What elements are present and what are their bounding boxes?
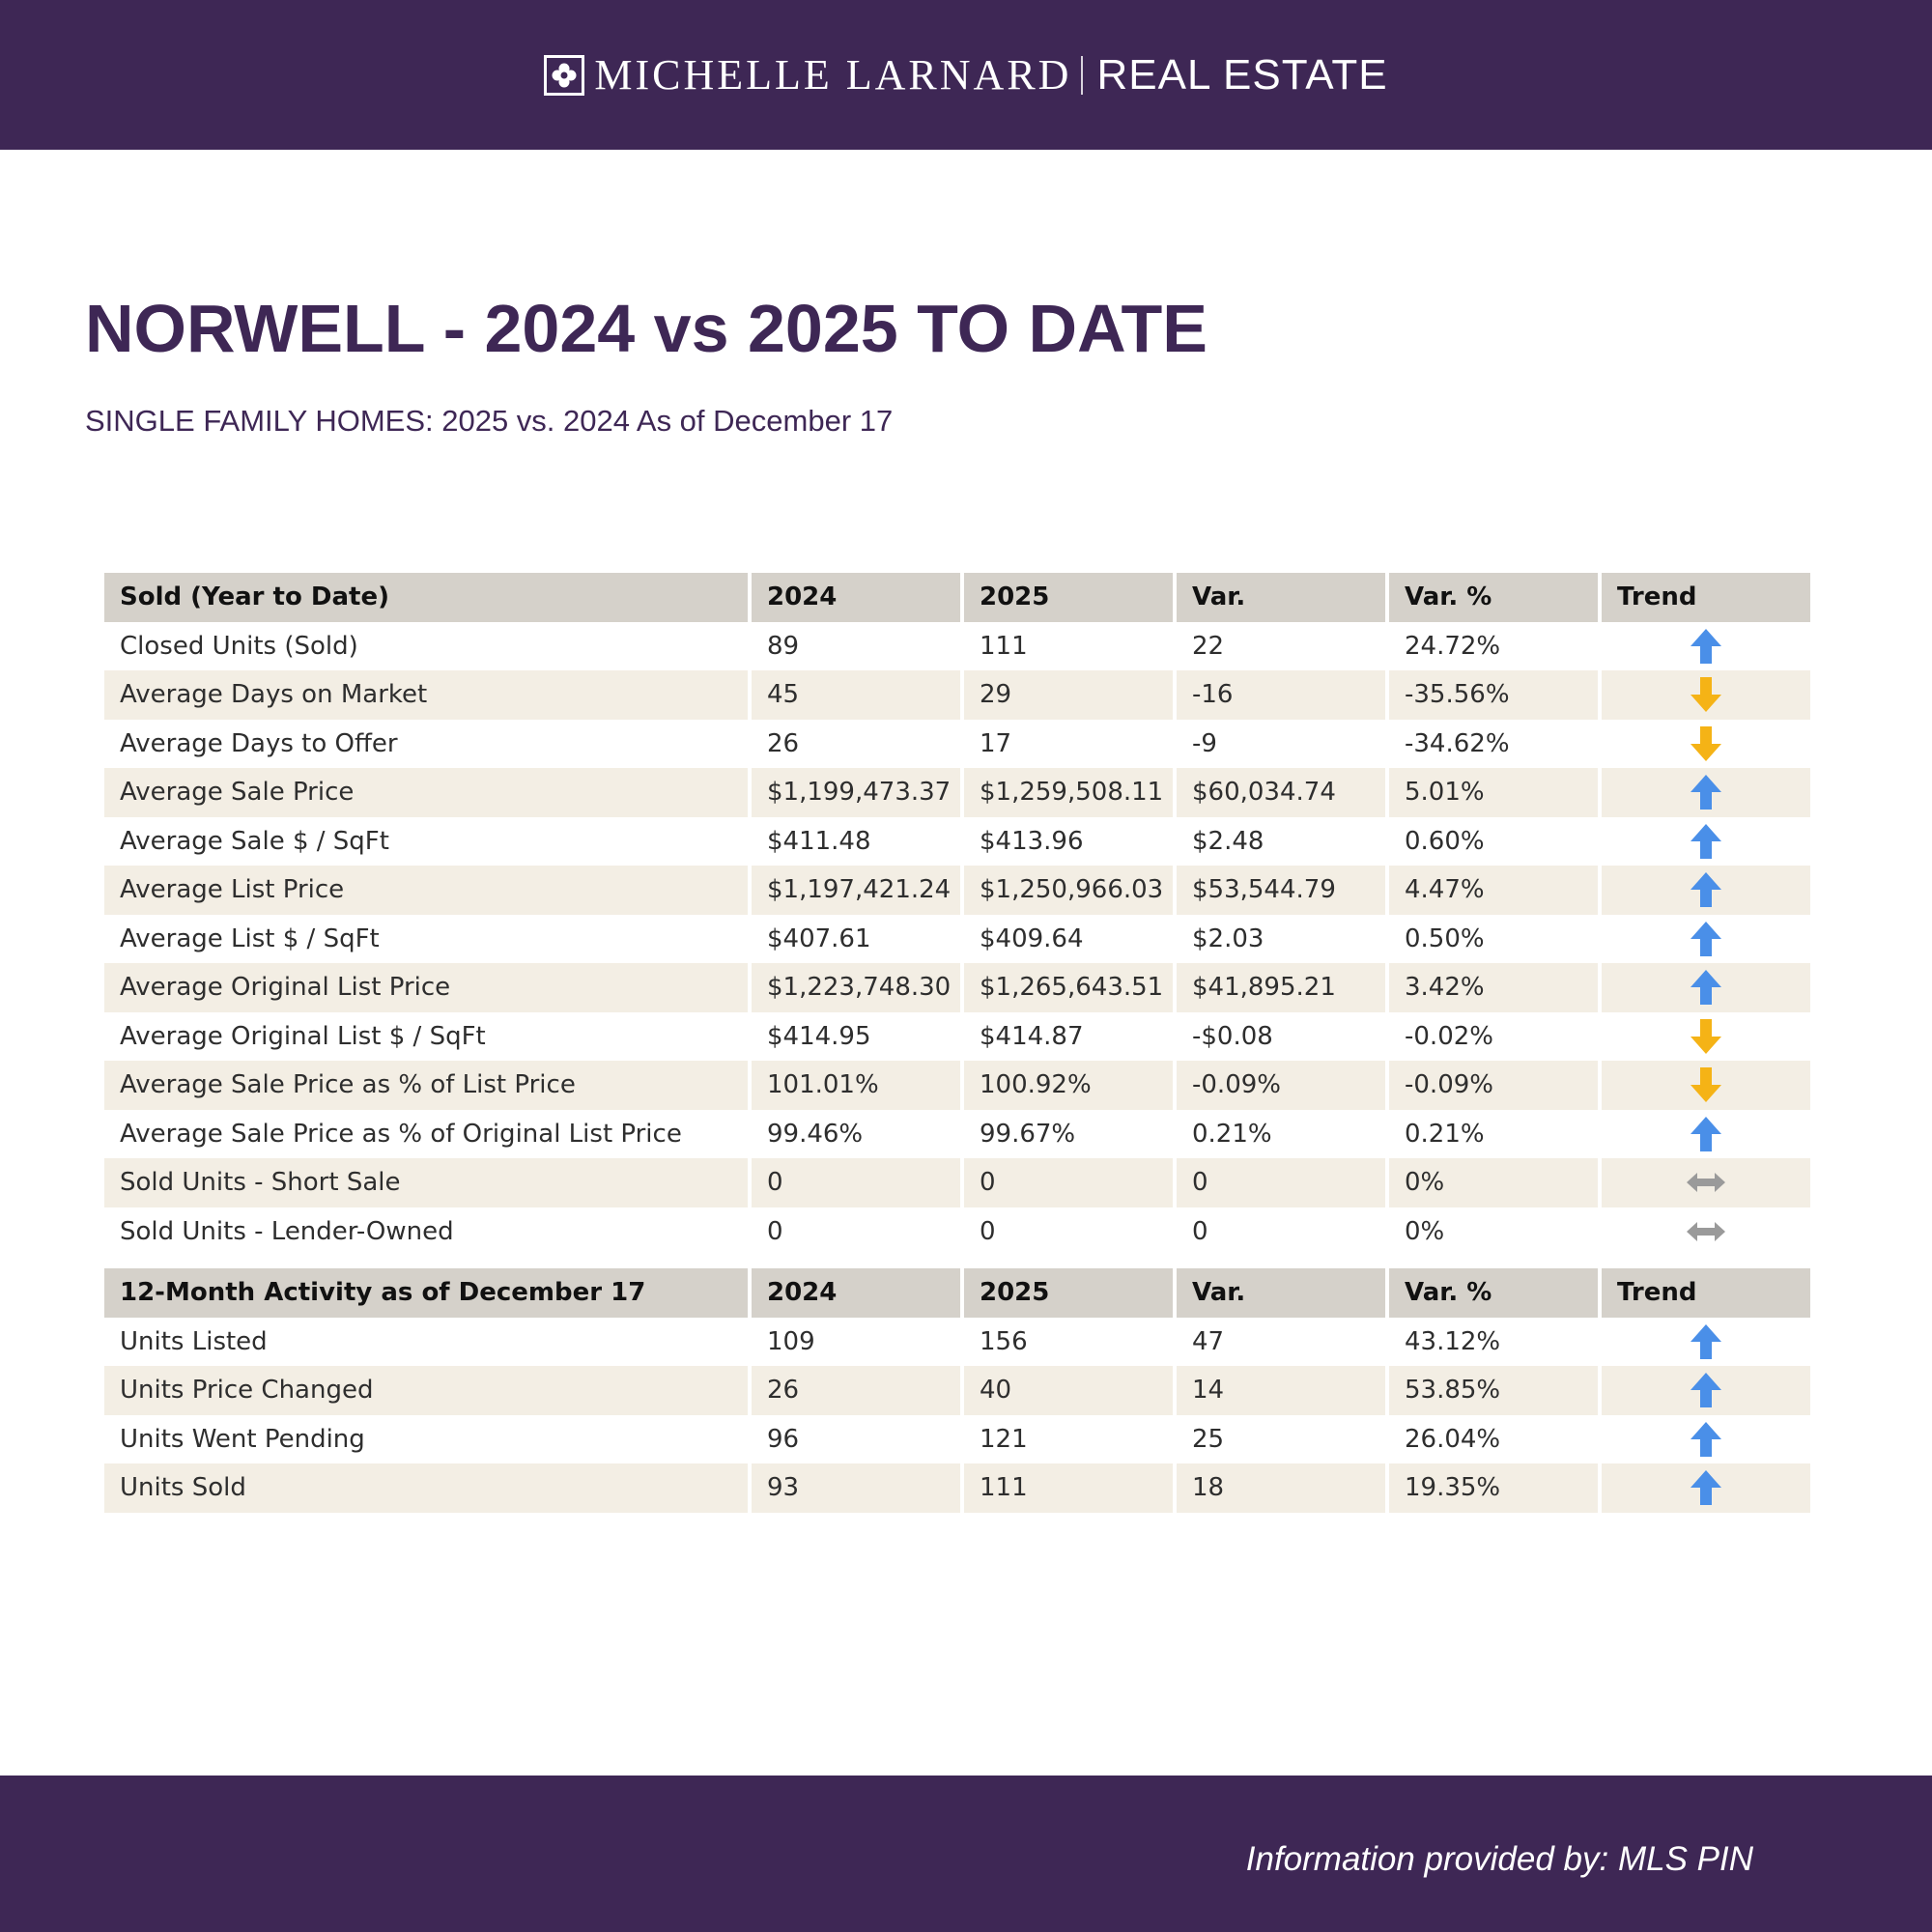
table-row [104,963,1810,1012]
cell-variance-pct: -35.56% [1389,670,1598,720]
cell-metric: Average Sale Price [104,768,748,817]
cell-metric: Sold Units - Lender-Owned [120,1216,454,1246]
header-variance-pct: Var. % [1389,573,1598,622]
cell-trend [1602,1366,1810,1415]
cell-2025: $413.96 [980,826,1084,856]
cell-2024: $414.95 [767,1021,871,1051]
arrow-down-icon [1690,675,1722,714]
cell-metric: Units Sold [104,1463,748,1513]
cell-metric: Average Sale Price as % of List Price [104,1061,748,1110]
cell-metric: Average List Price [104,866,748,915]
arrow-up-icon [1690,627,1722,666]
cell-variance: -16 [1177,670,1385,720]
cell-2024: 0 [752,1158,960,1208]
cell-metric: Average Days to Offer [120,728,398,758]
brand-name: MICHELLE LARNARD [594,50,1072,99]
cell-variance: 0 [1192,1216,1208,1246]
header-trend: Trend [1602,1268,1810,1318]
arrow-up-icon [1690,968,1722,1007]
cell-2025: 17 [980,728,1012,758]
cell-variance-pct: 19.35% [1389,1463,1598,1513]
cell-2024: 93 [752,1463,960,1513]
brand-logo [544,50,1388,99]
cell-trend [1602,817,1810,867]
cell-2024: 96 [767,1424,800,1454]
cell-metric: Units Listed [120,1326,268,1356]
cell-variance: -9 [1192,728,1217,758]
cell-2025: $409.64 [980,923,1084,953]
cell-trend [1602,1061,1810,1110]
table-header-row [104,573,1810,622]
cell-trend [1602,1208,1810,1257]
arrow-up-icon [1690,1420,1722,1459]
cell-2025: 29 [964,670,1173,720]
cell-variance-pct: 24.72% [1405,631,1501,661]
arrow-up-icon [1690,1468,1722,1507]
cell-2025: 111 [980,631,1028,661]
arrow-up-icon [1690,1371,1722,1409]
header-variance: Var. [1177,1268,1385,1318]
cell-metric: Average Original List Price [104,963,748,1012]
cell-2025: 100.92% [964,1061,1173,1110]
cell-2025: $1,265,643.51 [964,963,1173,1012]
table-row [104,670,1810,720]
arrow-up-icon [1690,822,1722,861]
cell-2024: 109 [767,1326,815,1356]
cell-2025: 121 [980,1424,1028,1454]
cell-metric: Average Original List $ / SqFt [120,1021,486,1051]
cell-trend [1602,915,1810,964]
cell-variance: $53,544.79 [1177,866,1385,915]
table-row [104,1061,1810,1110]
table-row [104,622,1810,671]
arrow-up-icon [1690,920,1722,958]
table-row [104,1158,1810,1208]
header-metric: Sold (Year to Date) [104,573,748,622]
cell-2025: $1,250,966.03 [964,866,1173,915]
cell-variance: -0.09% [1177,1061,1385,1110]
table-row [104,1463,1810,1513]
arrow-down-icon [1690,1017,1722,1056]
arrow-up-icon [1690,773,1722,811]
cell-variance-pct: 0% [1405,1216,1445,1246]
arrow-down-icon [1690,1065,1722,1104]
cell-metric: Average Sale $ / SqFt [120,826,389,856]
arrow-up-icon [1690,870,1722,909]
cell-variance: 47 [1192,1326,1225,1356]
cell-trend [1602,1463,1810,1513]
cell-2025: 111 [964,1463,1173,1513]
cell-trend [1602,622,1810,671]
header-2024: 2024 [752,573,960,622]
cell-trend [1602,720,1810,769]
cell-variance-pct: 26.04% [1405,1424,1501,1454]
header-metric: 12-Month Activity as of December 17 [104,1268,748,1318]
cell-trend [1602,768,1810,817]
cell-variance-pct: 3.42% [1389,963,1598,1012]
cell-2024: $1,223,748.30 [752,963,960,1012]
cell-variance: -$0.08 [1192,1021,1273,1051]
cell-metric: Average List $ / SqFt [120,923,380,953]
footer-credit: Information provided by: MLS PIN [1245,1840,1753,1878]
header-2025: 2025 [964,573,1173,622]
cell-variance-pct: 0.21% [1405,1119,1485,1149]
cell-2024: 101.01% [752,1061,960,1110]
arrow-up-icon [1690,1322,1722,1361]
cell-variance-pct: 0.60% [1405,826,1485,856]
arrow-left-right-icon [1685,1218,1727,1245]
cell-variance-pct: 0% [1389,1158,1598,1208]
brand-sub: REAL ESTATE [1096,50,1388,99]
cell-variance-pct: 43.12% [1405,1326,1501,1356]
arrow-up-icon [1690,1115,1722,1153]
cell-variance: $2.03 [1192,923,1264,953]
table-row [104,1366,1810,1415]
cell-variance-pct: 5.01% [1389,768,1598,817]
table-row [104,915,1810,964]
header-2025: 2025 [964,1268,1173,1318]
table-row [104,1318,1810,1367]
table-header-row [104,1268,1810,1318]
flower-logo-icon [544,55,584,96]
cell-trend [1602,1012,1810,1062]
cell-metric: Average Days on Market [104,670,748,720]
cell-metric: Units Went Pending [120,1424,365,1454]
table-row [104,1415,1810,1464]
stats-table [104,573,1810,1513]
cell-2024: $1,199,473.37 [752,768,960,817]
arrow-left-right-icon [1685,1169,1727,1196]
cell-variance: 18 [1177,1463,1385,1513]
page-title: NORWELL - 2024 vs 2025 TO DATE [85,291,1208,366]
cell-2025: $1,259,508.11 [964,768,1173,817]
brand-divider [1081,56,1083,95]
table-row [104,1110,1810,1159]
cell-variance-pct: -34.62% [1405,728,1510,758]
table-row [104,768,1810,817]
cell-variance: $2.48 [1192,826,1264,856]
cell-2024: $1,197,421.24 [752,866,960,915]
cell-variance-pct: 53.85% [1389,1366,1598,1415]
cell-2025: 99.67% [980,1119,1076,1149]
cell-variance-pct: -0.02% [1405,1021,1493,1051]
cell-variance-pct: -0.09% [1389,1061,1598,1110]
cell-variance-pct: 4.47% [1389,866,1598,915]
cell-2024: 89 [767,631,800,661]
cell-variance: 0 [1177,1158,1385,1208]
cell-2025: 156 [980,1326,1028,1356]
cell-2025: 40 [964,1366,1173,1415]
table-row [104,1012,1810,1062]
table-row [104,720,1810,769]
cell-trend [1602,1318,1810,1367]
header-2024: 2024 [752,1268,960,1318]
arrow-down-icon [1690,724,1722,763]
table-row [104,866,1810,915]
cell-2024: 0 [767,1216,783,1246]
cell-metric: Average Sale Price as % of Original List Price [120,1119,682,1149]
cell-trend [1602,1110,1810,1159]
section-gap [104,1256,1810,1268]
cell-variance: 25 [1192,1424,1225,1454]
cell-2024: 99.46% [767,1119,864,1149]
cell-trend [1602,670,1810,720]
cell-2024: $411.48 [767,826,871,856]
cell-2024: $407.61 [767,923,871,953]
cell-metric: Sold Units - Short Sale [104,1158,748,1208]
header-bar [0,0,1932,150]
cell-metric: Units Price Changed [104,1366,748,1415]
cell-variance: $60,034.74 [1177,768,1385,817]
cell-variance: 14 [1177,1366,1385,1415]
stats-table-body [104,573,1810,1513]
header-trend: Trend [1602,573,1810,622]
cell-2025: $414.87 [980,1021,1084,1051]
cell-variance: 0.21% [1192,1119,1272,1149]
cell-trend [1602,963,1810,1012]
cell-metric: Closed Units (Sold) [120,631,358,661]
header-variance-pct: Var. % [1389,1268,1598,1318]
cell-variance: $41,895.21 [1177,963,1385,1012]
cell-2025: 0 [964,1158,1173,1208]
cell-trend [1602,1158,1810,1208]
cell-2024: 26 [752,1366,960,1415]
table-row [104,1208,1810,1257]
cell-2024: 26 [767,728,800,758]
cell-2025: 0 [980,1216,996,1246]
cell-2024: 45 [752,670,960,720]
header-variance: Var. [1177,573,1385,622]
page-subtitle: SINGLE FAMILY HOMES: 2025 vs. 2024 As of December 17 [85,404,894,438]
table-row [104,817,1810,867]
cell-trend [1602,1415,1810,1464]
cell-trend [1602,866,1810,915]
cell-variance: 22 [1192,631,1225,661]
cell-variance-pct: 0.50% [1405,923,1485,953]
